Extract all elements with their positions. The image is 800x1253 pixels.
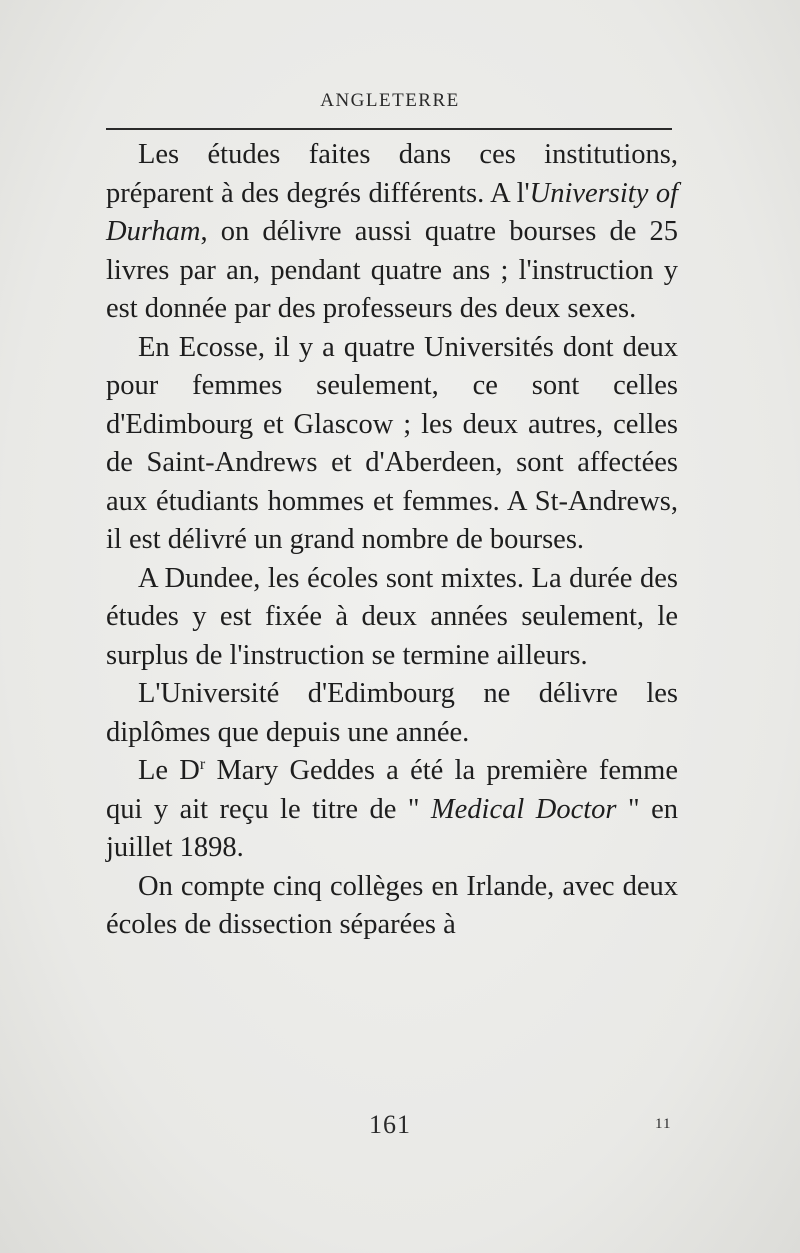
paragraph-6: On compte cinq collèges en Irlande, avec deux écoles de dissection séparées à	[106, 870, 678, 940]
degree-title: Medical Doctor	[430, 793, 617, 825]
body-text	[106, 136, 678, 945]
signature-mark: 11	[655, 1116, 672, 1132]
paragraph-2: En Ecosse, il y a quatre Universités dont deux pour femmes seulement, ce sont celles d'Edimbourg et Glascow ; les deux autres, celles de Saint-Andrews et d'Aberdeen, sont affectées aux étudiants hommes et femmes. A St-Andrews, il est délivré un grand nombre de bourses.	[106, 331, 678, 555]
running-head: ANGLETERRE	[320, 90, 460, 111]
institution-name: University of Durham	[106, 177, 678, 247]
header-rule	[106, 128, 672, 130]
paragraph-3: A Dundee, les écoles sont mixtes. La durée des études y est fixée à deux années seulement, le surplus de l'instruction se termine ailleurs.	[106, 562, 678, 671]
page-number: 161	[369, 1110, 411, 1139]
paragraph-1: Les études faites dans ces institutions, préparent à des degrés différents. A l'University of Durham, on délivre aussi quatre bourses de 25 livres par an, pendant quatre ans ; l'instruction y est donnée par des professeurs des deux sexes.	[106, 139, 678, 324]
superscript: r	[199, 756, 206, 773]
paragraph-4: L'Université d'Edimbourg ne délivre les diplômes que depuis une année.	[106, 678, 678, 748]
paragraph-5: Le $D^r$ Mary Geddes a été la première femme qui y ait reçu le titre de " Medical Doctor " en juillet 1898.	[106, 755, 678, 863]
